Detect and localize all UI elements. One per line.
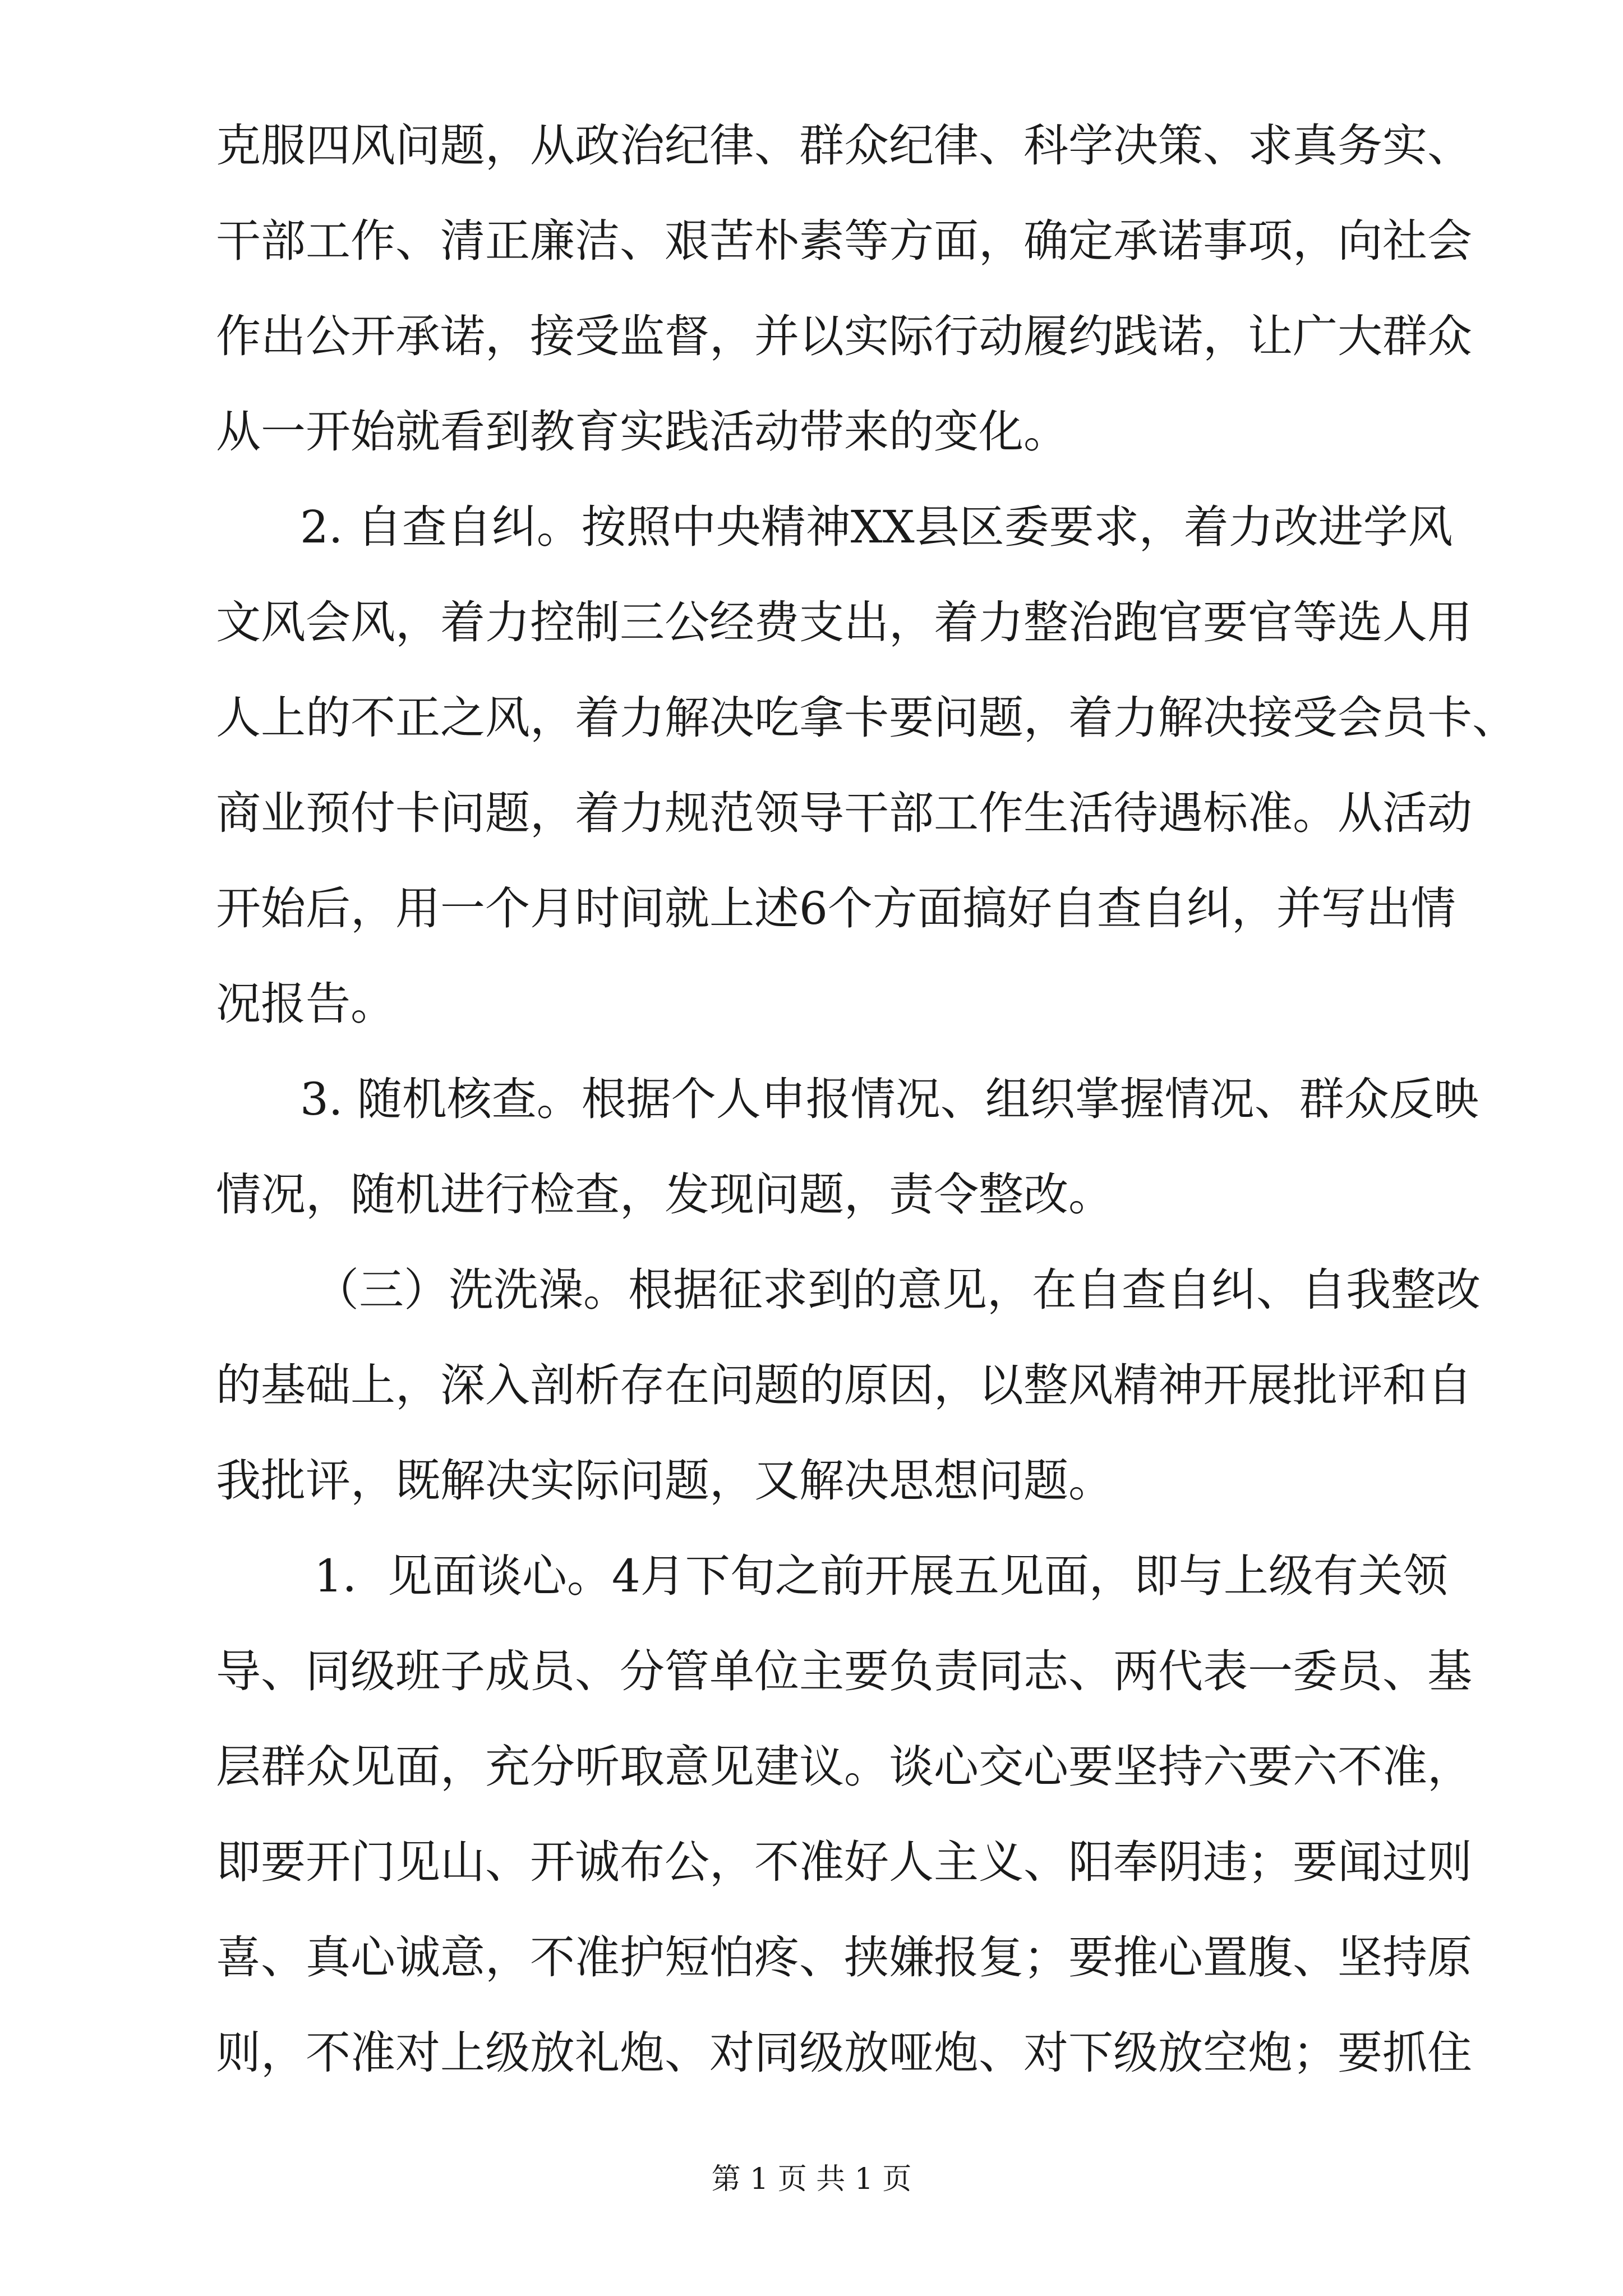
text-line: 3. 随机核查。根据个人申报情况、组织掌握情况、群众反映 — [300, 1073, 1479, 1125]
page-footer: 第 1 页 共 1 页 — [711, 2162, 912, 2196]
text-line: 文风会风，着力控制三公经费支出，着力整治跑官要官等选人用 — [216, 596, 1472, 648]
text-line: 2. 自查自纠。按照中央精神XX县区委要求，着力改进学风 — [300, 501, 1453, 553]
text-line: 作出公开承诺，接受监督，并以实际行动履约践诺，让广大群众 — [216, 310, 1472, 362]
text-line: 从一开始就看到教育实践活动带来的变化。 — [216, 406, 1068, 458]
text-line: 1．见面谈心。4月下旬之前开展五见面，即与上级有关领 — [314, 1550, 1448, 1602]
text-line: 克服四风问题，从政治纪律、群众纪律、科学决策、求真务实、 — [216, 119, 1472, 172]
text-line: 层群众见面，充分听取意见建议。谈心交心要坚持六要六不准， — [216, 1741, 1472, 1793]
text-line: 干部工作、清正廉洁、艰苦朴素等方面，确定承诺事项，向社会 — [216, 215, 1472, 267]
text-line: 商业预付卡问题，着力规范领导干部工作生活待遇标准。从活动 — [216, 787, 1472, 839]
text-line: 开始后，用一个月时间就上述6个方面搞好自查自纠，并写出情 — [216, 882, 1456, 935]
text-line: 即要开门见山、开诚布公，不准好人主义、阳奉阴违；要闻过则 — [216, 1836, 1472, 1888]
text-line: 导、同级班子成员、分管单位主要负责同志、两代表一委员、基 — [216, 1645, 1472, 1697]
text-line: 人上的不正之风，着力解决吃拿卡要问题，着力解决接受会员卡、 — [216, 692, 1517, 744]
text-line: 情况，随机进行检查，发现问题，责令整改。 — [216, 1168, 1113, 1221]
text-line: 的基础上，深入剖析存在问题的原因，以整风精神开展批评和自 — [216, 1359, 1472, 1411]
text-line: 我批评，既解决实际问题，又解决思想问题。 — [216, 1455, 1113, 1507]
text-line: 喜、真心诚意，不准护短怕疼、挟嫌报复；要推心置腹、坚持原 — [216, 1931, 1472, 1984]
text-line: 况报告。 — [216, 978, 395, 1030]
text-line: 则，不准对上级放礼炮、对同级放哑炮、对下级放空炮；要抓住 — [216, 2027, 1472, 2079]
text-line: （三）洗洗澡。根据征求到的意见，在自查自纠、自我整改 — [314, 1264, 1481, 1316]
